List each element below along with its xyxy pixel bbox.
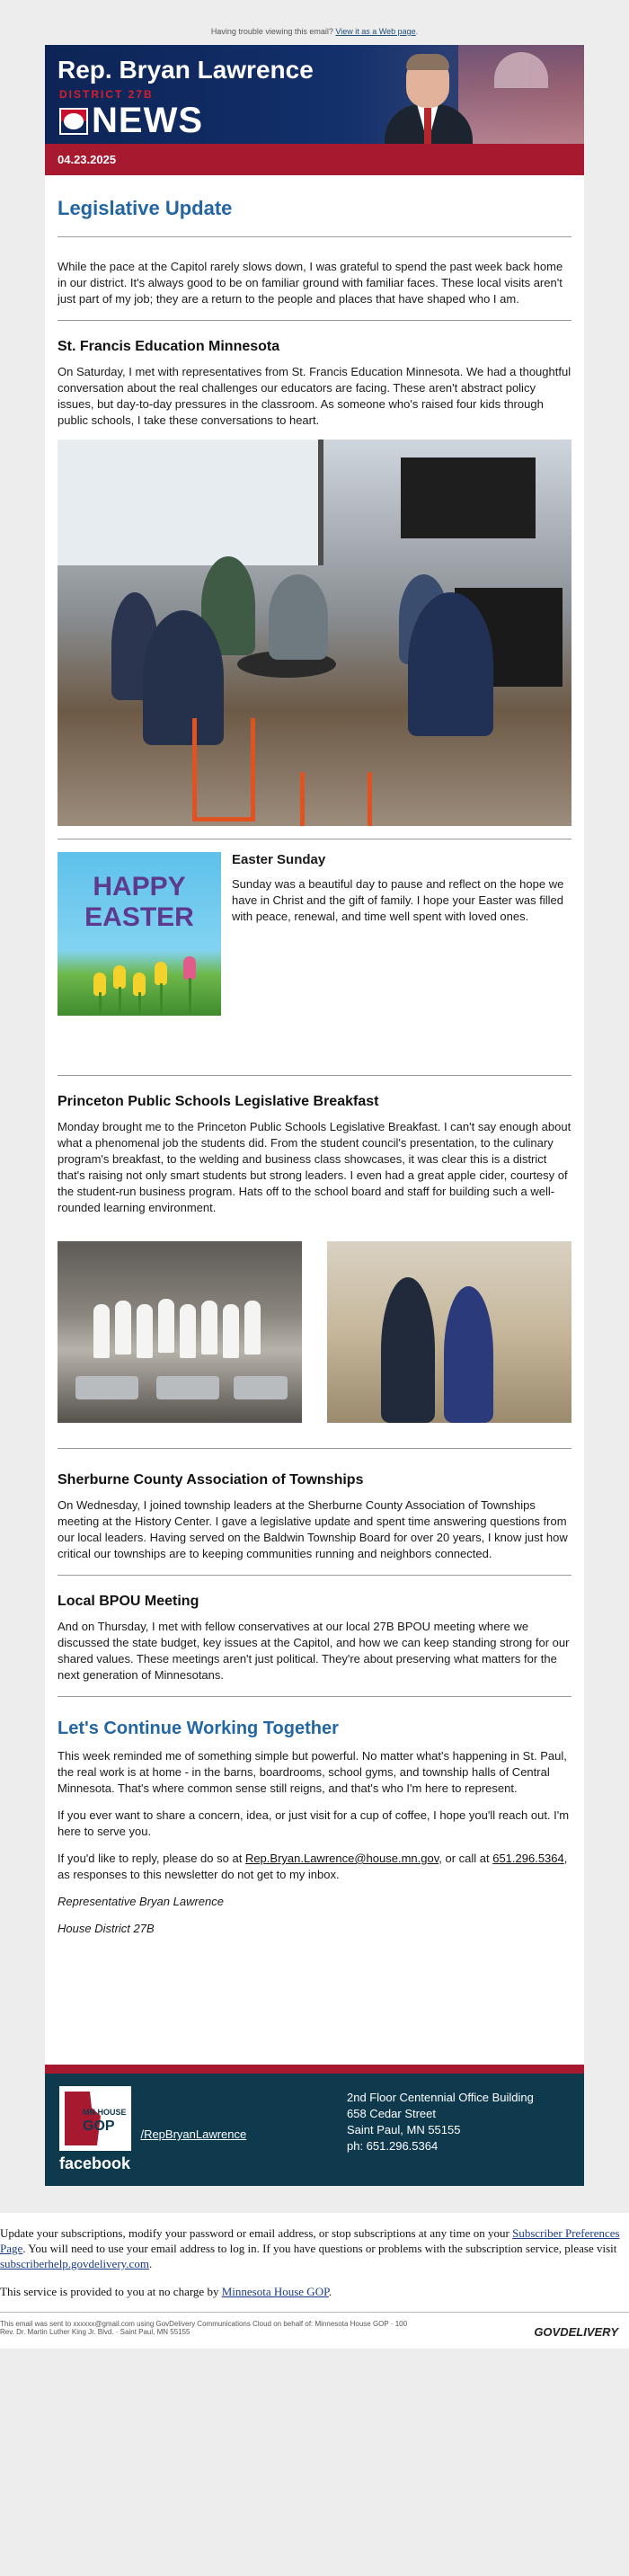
district-label: DISTRICT 27B [59, 88, 154, 101]
subscription-paragraph: Update your subscriptions, modify your password or email address, or stop subscriptions at any time on your Subscriber Preferences Page. You will need to use your email address to log in. If you have questions or problems with the subscription service, please visit subscriberhelp.govdelivery.com. [0, 2226, 620, 2270]
phone-link[interactable]: 651.296.5364 [492, 1852, 564, 1865]
top-note: Having trouble viewing this email? View it as a Web page. [210, 27, 419, 36]
top-note-text: Having trouble viewing this email? [210, 27, 333, 36]
service-provider-paragraph: This service is provided to you at no charge by Minnesota House GOP. [0, 2285, 332, 2298]
legal-line-1: This email was sent to xxxxxx@gmail.com using GovDelivery Communications Cloud on behalf of: Minnesota House GOP · 100 [0, 2320, 408, 2328]
student-business-photo [327, 1241, 571, 1423]
st-francis-meeting-photo [58, 440, 571, 826]
closing-paragraph-3: If you'd like to reply, please do so at Rep.Bryan.Lawrence@house.mn.gov, or call at 651.296.5364, as responses to this newsletter do not get to my inbox. [58, 1852, 568, 1881]
divider [58, 1075, 571, 1076]
happy-easter-image [58, 852, 221, 1016]
closing-heading: Let's Continue Working Together [58, 1719, 339, 1738]
signature-name: Representative Bryan Lawrence [58, 1895, 224, 1908]
easter-image-text-2: EASTER [84, 902, 194, 932]
office-phone: ph: 651.296.5364 [347, 2139, 439, 2153]
divider [58, 320, 571, 321]
mn-house-gop-logo[interactable]: MN HOUSE GOP [59, 2086, 131, 2151]
intro-paragraph: While the pace at the Capitol rarely slows down, I was grateful to spend the past week back home in our district. It's always good to be on familiar ground with familiar faces. These local visits aren't just part of my job; they are a return to the people and places that have shaped who I am. [58, 260, 563, 306]
govdelivery-logo[interactable]: GOVDELIVERY [534, 2325, 618, 2339]
subscription-info [0, 2213, 629, 2349]
closing-paragraph-2: If you ever want to share a concern, idea, or just visit for a cup of coffee, I hope you'll reach out. I'm here to serve you. [58, 1808, 570, 1838]
issue-date: 04.23.2025 [45, 144, 584, 175]
email-link[interactable]: Rep.Bryan.Lawrence@house.mn.gov [244, 1852, 439, 1865]
bpou-heading: Local BPOU Meeting [58, 1594, 199, 1609]
princeton-photos [58, 1241, 571, 1423]
easter-section [58, 852, 571, 1016]
web-view-link[interactable]: View it as a Web page [335, 27, 416, 36]
facebook-handle-link[interactable]: /RepBryanLawrence [140, 2127, 247, 2141]
legal-line-2: Rev. Dr. Martin Luther King Jr. Blvd. · Saint Paul, MN 55155 [0, 2328, 190, 2336]
facebook-icon[interactable]: facebook [59, 2154, 131, 2172]
legal-footer [0, 2312, 629, 2349]
divider [58, 1696, 571, 1697]
mn-house-gop-link[interactable]: Minnesota House GOP [221, 2285, 329, 2298]
princeton-heading: Princeton Public Schools Legislative Breakfast [58, 1094, 379, 1109]
news-label: NEWS [92, 101, 203, 140]
subscriber-preferences-link[interactable]: Subscriber Preferences Page [0, 2226, 620, 2255]
divider [58, 1448, 571, 1449]
closing-paragraph-1: This week reminded me of something simple but powerful. No matter what's happening in St. Paul, the real work is at home - in the barns, boardrooms, school gyms, and township halls of Central Minnesota. That's where common sense still reigns, and that's who I'm here to represent. [58, 1749, 567, 1795]
st-francis-heading: St. Francis Education Minnesota [58, 339, 280, 354]
minnesota-flag-icon [59, 108, 88, 135]
subscriber-help-link[interactable]: subscriberhelp.govdelivery.com [0, 2257, 149, 2270]
st-francis-paragraph: On Saturday, I met with representatives from St. Francis Education Minnesota. We had a thoughtful conversation about the real challenges our educators are facing. These aren't abstract policy issues, but day-to-day pressures in the classroom. As someone who's raised four kids through public schools, I take these conversations to heart. [58, 365, 571, 427]
rep-name: Rep. Bryan Lawrence [58, 56, 314, 84]
sherburne-paragraph: On Wednesday, I joined township leaders at the Sherburne County Association of Townships meeting at the History Center. I gave a legislative update and spent time answering questions from our local leaders. Having served on the Baldwin Township Board for over 20 years, I know just how critical our townships are to keeping communities running and neighbors connected. [58, 1498, 568, 1560]
sherburne-heading: Sherburne County Association of Townships [58, 1472, 364, 1488]
bpou-paragraph: And on Thursday, I met with fellow conservatives at our local 27B BPOU meeting where we discussed the state budget, key issues at the Capitol, and how we can keep standing strong for our shared values. These meetings aren't just political. They're about preserving what matters for the next generation of Minnesotans. [58, 1620, 570, 1682]
easter-heading: Easter Sunday [232, 852, 326, 867]
princeton-paragraph: Monday brought me to the Princeton Public Schools Legislative Breakfast. I can't say enough about what a phenomenal job the students did. From the student council's presentation, to the culinary program's breakfast, to the welding and business class showcases, it was clear this is a district that's raising not only smart students but strong leaders. I even had a great apple cider, courtesy of the student-run business program. Hats off to the school board and staff for building such a well-rounded learning environment. [58, 1120, 571, 1214]
representative-portrait [379, 49, 478, 144]
divider [58, 236, 571, 237]
culinary-students-photo [58, 1241, 302, 1423]
page-title: Legislative Update [58, 197, 233, 219]
easter-paragraph: Sunday was a beautiful day to pause and reflect on the hope we have in Christ and the gift of family. I hope your Easter was filled with peace, renewal, and time well spent with loved ones. [232, 877, 564, 923]
divider [58, 1575, 571, 1576]
easter-image-text-1: HAPPY [93, 872, 186, 902]
header-banner [45, 45, 584, 144]
signature-district: House District 27B [58, 1922, 155, 1935]
footer [45, 2065, 584, 2186]
newsletter [45, 45, 584, 2186]
office-address: 2nd Floor Centennial Office Building 658 Cedar Street Saint Paul, MN 55155 ph: 651.296.5364 [347, 2091, 534, 2153]
